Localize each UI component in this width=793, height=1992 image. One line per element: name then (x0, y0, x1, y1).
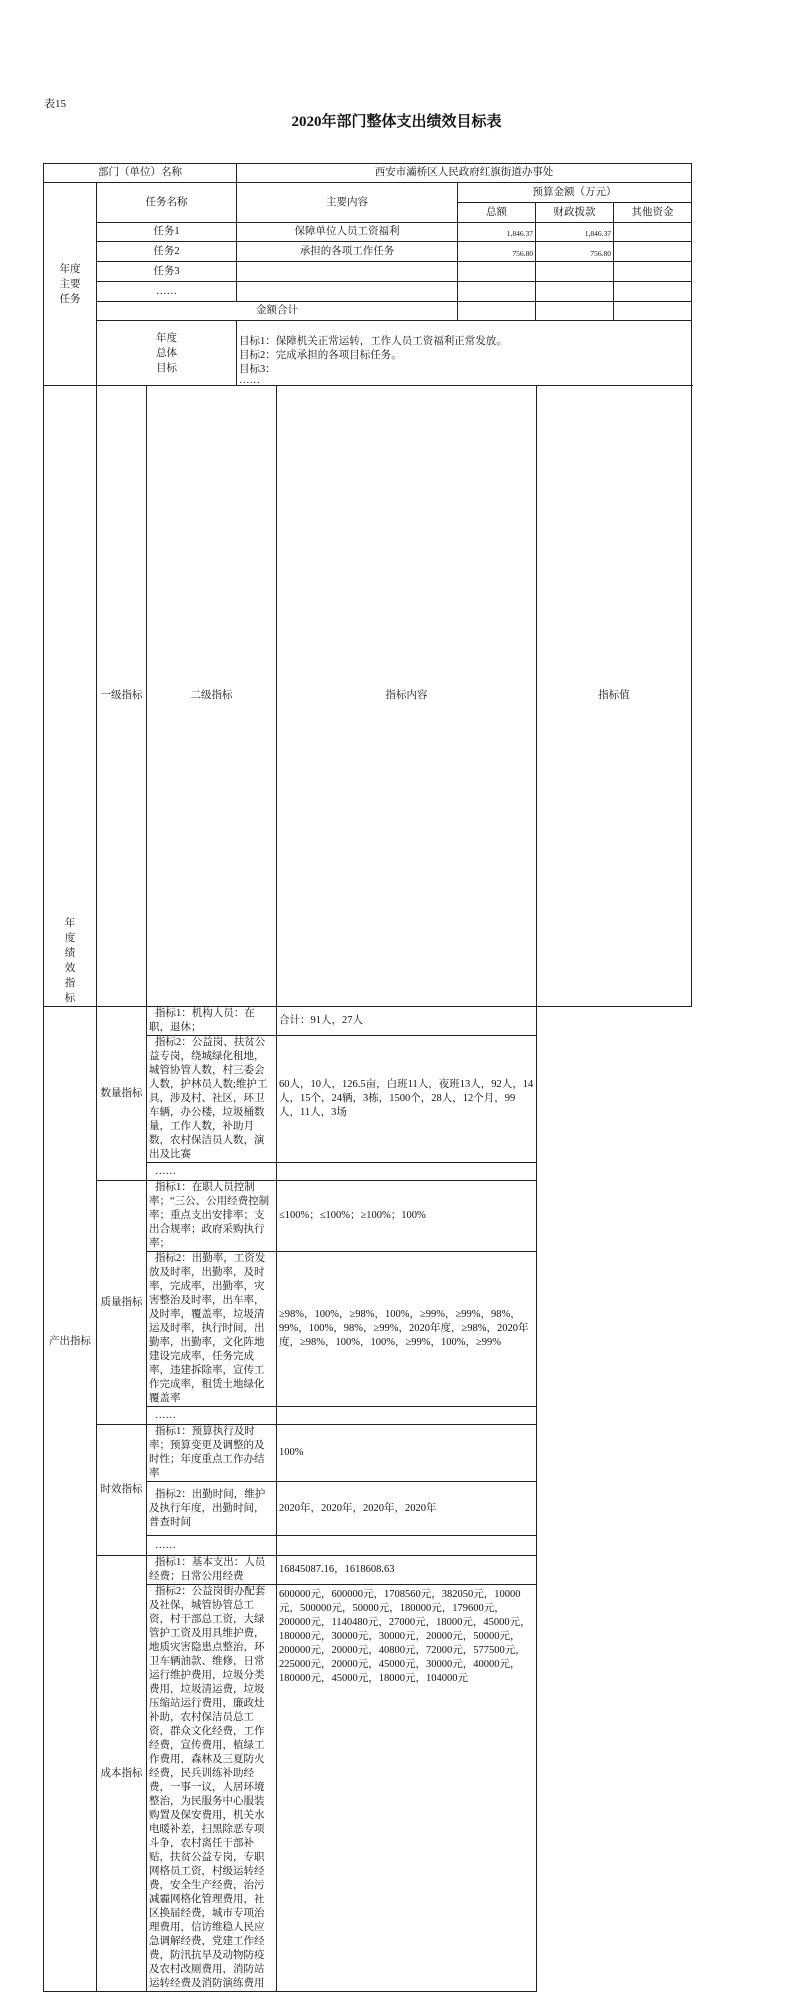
l2-indicator: 时效指标 (97, 1425, 147, 1556)
goals-cell (237, 321, 692, 386)
indicator-value (277, 1163, 537, 1181)
task-table (43, 163, 692, 386)
col-task-content: 主要内容 (237, 183, 458, 223)
task-other (614, 282, 692, 302)
col-indicator-content: 指标内容 (277, 386, 537, 1007)
indicator-value: 100% (277, 1425, 537, 1482)
l1-output: 产出指标 (44, 1007, 97, 1992)
col-l2: 二级指标 (147, 386, 277, 1007)
task-content (237, 282, 458, 302)
indicator-content: 指标2：公益岗、扶贫公益专岗，绕城绿化租地，城管协管人数，村三委会人数，护林员人数;维护工具，涉及村、社区，环卫车辆，办公楼，垃圾桶数量，工作人数，补助月数，农村保洁员人数，演出及比赛 (147, 1036, 277, 1163)
indicator-value (277, 1536, 537, 1556)
task-fiscal: 1,846.37 (536, 223, 614, 242)
task-name: …… (97, 282, 237, 302)
col-budget: 预算金额（万元） (458, 183, 692, 203)
task-row (44, 262, 692, 282)
task-content: 承担的各项工作任务 (237, 242, 458, 262)
task-total (458, 282, 536, 302)
col-fiscal: 财政拨款 (536, 203, 614, 223)
dept-label: 部门（单位）名称 (44, 164, 237, 183)
indicator-row (44, 1556, 692, 1585)
dept-value: 西安市灞桥区人民政府红旗街道办事处 (237, 164, 692, 183)
performance-table (43, 385, 692, 1992)
goal-more: …… (239, 375, 260, 386)
task-row (44, 242, 692, 262)
task-row (44, 282, 692, 302)
task-content: 保障单位人员工资福利 (237, 223, 458, 242)
task-fiscal (536, 282, 614, 302)
indicator-content: 指标1：基本支出：人员经费；日常公用经费 (147, 1556, 277, 1585)
indicator-row (44, 1425, 692, 1482)
goal-3: 目标3： (239, 364, 276, 375)
indicator-content: 指标1：机构人员：在职，退休； (147, 1007, 277, 1036)
sum-label: 金额合计 (97, 302, 458, 321)
col-other: 其他资金 (614, 203, 692, 223)
task-other (614, 262, 692, 282)
task-name: 任务3 (97, 262, 237, 282)
l2-indicator: 成本指标 (97, 1556, 147, 1992)
goals-section-label: 年度 总体 目标 (97, 321, 237, 386)
col-task-name: 任务名称 (97, 183, 237, 223)
col-total: 总额 (458, 203, 536, 223)
indicator-value: 60人，10人，126.5亩，白班11人，夜班13人，92人，14人，15个，24辆，3栋，1500个，28人，12个月，99人，11人，3场 (277, 1036, 537, 1163)
task-other (614, 223, 692, 242)
l2-indicator: 数量指标 (97, 1007, 147, 1181)
task-row (44, 223, 692, 242)
indicator-row (44, 1007, 692, 1036)
indicator-value: 2020年，2020年，2020年，2020年 (277, 1482, 537, 1536)
task-fiscal: 756.80 (536, 242, 614, 262)
indicator-content: 指标2：公益岗街办配套及社保，城管协管总工资，村干部总工资，大绿管护工资及用具维护费，地质灾害隐患点整治，环卫车辆油款、维修，日常运行维护费用，垃圾分类费用，垃圾清运费，垃圾压缩站运行费用，廉政灶补助，农村保洁员总工资，群众文化经费，工作经费，宣传费用，植绿工作费用，森林及三夏防火经费，民兵训练补助经费，一事一议，人居环境整治，为民服务中心服装购置及保安费用，机关水电暖补差，扫黑除恶专项斗争，农村离任干部补贴，扶贫公益专岗，专职网格员工资，村级运转经费，安全生产经费，治污减霾网格化管理费用，社区换届经费，城市专项治理费用，信访维稳人民应急调解经费，党建工作经费，防汛抗旱及动物防疫及农村改厕费用，消防站运转经费及消防演练费用 (147, 1585, 277, 1992)
indicator-value: ≤100%；≤100%；≥100%；100% (277, 1181, 537, 1252)
task-total (458, 262, 536, 282)
goal-2: 目标2：完成承担的各项目标任务。 (239, 350, 402, 361)
indicator-content: …… (147, 1407, 277, 1425)
col-indicator-value: 指标值 (537, 386, 692, 1007)
task-name: 任务1 (97, 223, 237, 242)
indicator-content: …… (147, 1163, 277, 1181)
sum-other (614, 302, 692, 321)
sum-total (458, 302, 536, 321)
indicator-value: 合计：91人，27人 (277, 1007, 537, 1036)
task-total: 756.80 (458, 242, 536, 262)
sum-fiscal (536, 302, 614, 321)
task-name: 任务2 (97, 242, 237, 262)
task-fiscal (536, 262, 614, 282)
indicator-content: …… (147, 1536, 277, 1556)
col-l1: 一级指标 (97, 386, 147, 1007)
page-title: 2020年部门整体支出绩效目标表 (291, 114, 502, 130)
indicator-content: 指标2：出勤时间，维护及执行年度，出勤时间，普查时间 (147, 1482, 277, 1536)
indicator-value (277, 1407, 537, 1425)
indicator-content: 指标1：预算执行及时率；预算变更及调整的及时性；年度重点工作办结率 (147, 1425, 277, 1482)
task-total: 1,846.37 (458, 223, 536, 242)
perf-section-label: 年 度 绩 效 指 标 (44, 386, 97, 1007)
task-content (237, 262, 458, 282)
task-other (614, 242, 692, 262)
tasks-section-label: 年度 主要 任务 (44, 183, 97, 386)
indicator-content: 指标2：出勤率，工资发放及时率，出勤率，及时率，完成率，出勤率，灾害整治及时率，出车率，及时率，覆盖率，垃圾清运及时率，执行时间，出勤率，出勤率，文化阵地建设完成率，任务完成率，违建拆除率，宣传工作完成率，租赁土地绿化覆盖率 (147, 1252, 277, 1407)
indicator-value: 16845087.16，1618608.63 (277, 1556, 537, 1585)
l2-indicator: 质量指标 (97, 1181, 147, 1425)
goal-1: 目标1：保障机关正常运转，工作人员工资福利正常发放。 (239, 336, 507, 347)
indicator-value: 600000元，600000元，1708560元，382050元，10000元，500000元，50000元，180000元，179600元，200000元，1140480元，27000元，18000元，45000元，180000元，30000元，30000元，20000元，50000元，200000元，20000元，40800元，72000元，577500元，225000元，20000元，45000元，30000元，40000元，180000元，45000元，18000元，104000元 (277, 1585, 537, 1992)
indicator-row (44, 1181, 692, 1252)
table-number: 表15 (44, 98, 66, 110)
indicator-value: ≥98%，100%，≥98%，100%，≥99%，≥99%，98%，99%，100%，98%，≥99%，2020年度，≥98%，2020年度，≥98%，100%，100%，≥99%，100%，≥99% (277, 1252, 537, 1407)
indicator-content: 指标1：在职人员控制率；“三公、公用经费控制率；重点支出安排率；支出合规率；政府采购执行率； (147, 1181, 277, 1252)
